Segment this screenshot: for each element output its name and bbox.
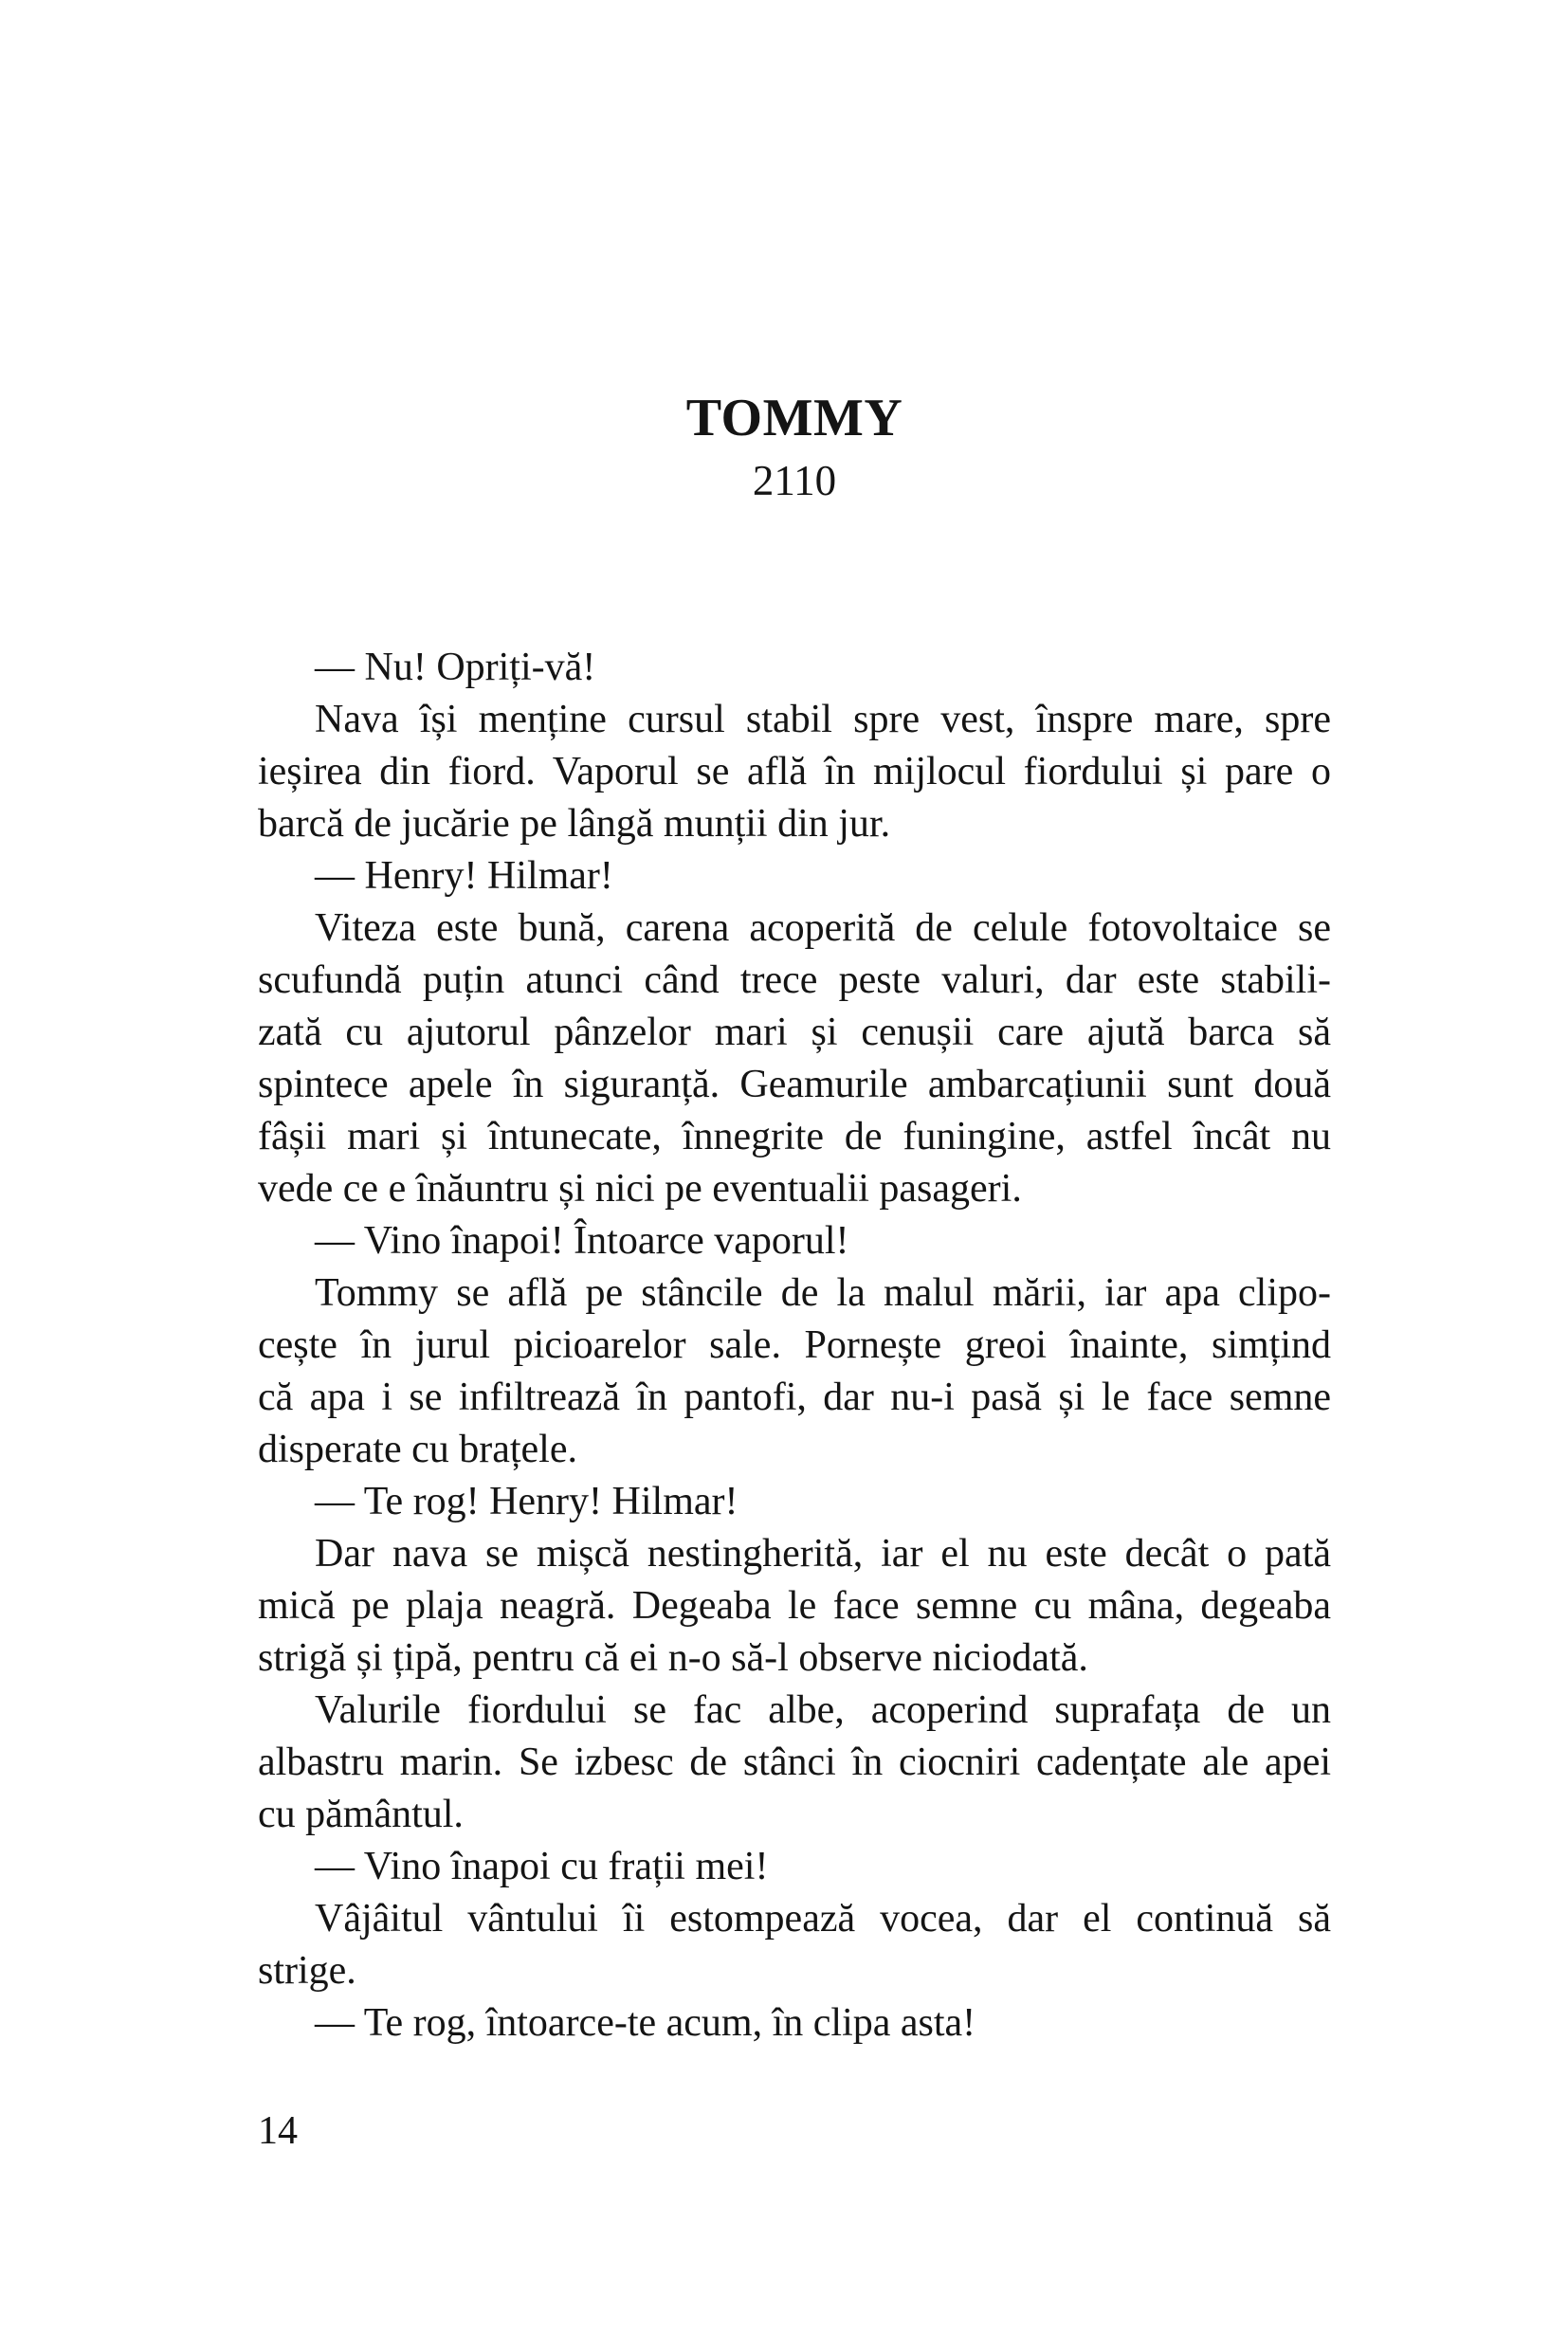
text-line: — Nu! Opriți-vă!	[315, 646, 596, 689]
text-line: cu pământul.	[258, 1793, 464, 1836]
text-line: — Vino înapoi cu frații mei!	[315, 1845, 769, 1888]
text-line: Vâjâitul vântului îi estompează vocea, dar el continuă să	[315, 1897, 1331, 1941]
text-line: că apa i se infiltrează în pantofi, dar nu-i pasă și le face semne	[258, 1376, 1331, 1419]
text-line: — Vino înapoi! Întoarce vaporul!	[315, 1219, 849, 1263]
text-line: Viteza este bună, carena acoperită de celule fotovoltaice se	[315, 906, 1331, 950]
text-line: ieșirea din fiord. Vaporul se află în mijlocul fiordului și pare o	[258, 750, 1331, 793]
text-line: cește în jurul picioarelor sale. Pornește greoi înainte, simțind	[258, 1323, 1331, 1367]
text-line: strige.	[258, 1949, 356, 1993]
body-text	[258, 642, 1331, 2050]
text-line: albastru marin. Se izbesc de stânci în ciocniri cadențate ale apei	[258, 1740, 1331, 1784]
text-line: Valurile fiordului se fac albe, acoperind suprafața de un	[315, 1688, 1331, 1732]
text-line: spintece apele în siguranță. Geamurile ambarcațiunii sunt două	[258, 1063, 1331, 1106]
text-line: — Te rog! Henry! Hilmar!	[315, 1480, 738, 1523]
chapter-title: TOMMY	[685, 389, 903, 447]
text-line: scufundă puțin atunci când trece peste valuri, dar este stabili-	[258, 958, 1331, 1002]
text-line: fâșii mari și întunecate, înnegrite de funingine, astfel încât nu	[258, 1115, 1331, 1158]
text-line: vede ce e înăuntru și nici pe eventualii pasageri.	[258, 1167, 1022, 1211]
text-line: zată cu ajutorul pânzelor mari și cenușii care ajută barca să	[258, 1011, 1331, 1054]
text-line: mică pe plaja neagră. Degeaba le face semne cu mâna, degeaba	[258, 1584, 1331, 1628]
text-line: Tommy se află pe stâncile de la malul mării, iar apa clipo-	[315, 1271, 1331, 1315]
text-line: disperate cu brațele.	[258, 1428, 577, 1471]
text-line: strigă și țipă, pentru că ei n-o să-l observe niciodată.	[258, 1636, 1088, 1680]
text-line: Dar nava se mișcă nestingherită, iar el nu este decât o pată	[315, 1532, 1331, 1576]
chapter-year: 2110	[752, 457, 837, 504]
text-line: Nava își menține cursul stabil spre vest, înspre mare, spre	[315, 698, 1331, 741]
text-line: — Henry! Hilmar!	[315, 854, 613, 898]
text-block	[258, 0, 1331, 2158]
text-line: barcă de jucărie pe lângă munții din jur.	[258, 802, 891, 846]
page-number: 14	[258, 2109, 298, 2153]
text-line: — Te rog, întoarce-te acum, în clipa asta!	[315, 2001, 976, 2045]
